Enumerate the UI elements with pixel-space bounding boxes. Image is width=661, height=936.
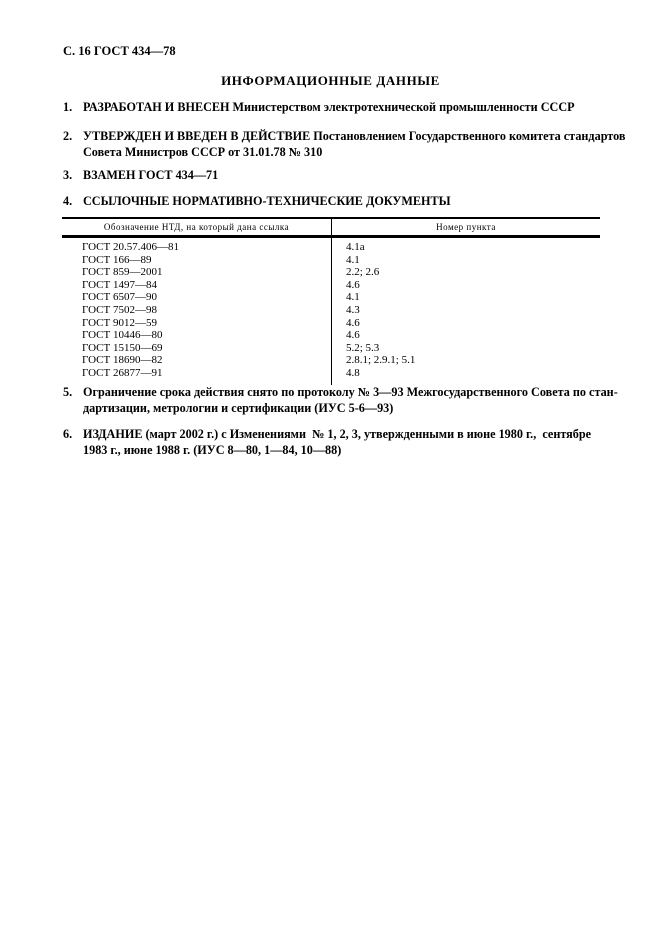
- table-cell: ГОСТ 10446—80: [82, 329, 163, 342]
- document-title: ИНФОРМАЦИОННЫЕ ДАННЫЕ: [221, 73, 440, 88]
- table-cell: ГОСТ 6507—90: [82, 291, 157, 304]
- references-table: [62, 217, 600, 385]
- item-text-line: ВЗАМЕН ГОСТ 434—71: [83, 168, 219, 182]
- page-header: С. 16 ГОСТ 434—78: [63, 44, 176, 58]
- table-body: [62, 238, 600, 385]
- item-text-line: ССЫЛОЧНЫЕ НОРМАТИВНО-ТЕХНИЧЕСКИЕ ДОКУМЕНТЫ: [83, 194, 451, 208]
- table-cell: 4.6: [346, 278, 360, 291]
- table-column-designation: [62, 238, 332, 385]
- list-item-approved: [63, 129, 626, 160]
- table-cell: ГОСТ 166—89: [82, 253, 152, 266]
- list-item-developed: [63, 100, 608, 116]
- item-number: 1.: [63, 100, 73, 114]
- table-cell: ГОСТ 26877—91: [82, 366, 163, 379]
- item-text-line: РАЗРАБОТАН И ВНЕСЕН Министерством электротехнической промышленности СССР: [83, 100, 575, 114]
- table-cell: 4.8: [346, 366, 360, 379]
- table-cell: 4.1: [346, 253, 360, 266]
- table-header-row: [62, 219, 600, 238]
- table-cell: ГОСТ 20.57.406—81: [82, 241, 179, 253]
- table-cell: 2.2; 2.6: [346, 266, 380, 279]
- table-header-clause-number: Номер пункта: [436, 222, 496, 232]
- item-text-line: УТВЕРЖДЕН И ВВЕДЕН В ДЕЙСТВИЕ Постановлением Государственного комитета стандартов: [83, 129, 626, 143]
- table-cell: 4.1а: [346, 241, 365, 253]
- item-number: 3.: [63, 168, 73, 182]
- table-cell: 4.6: [346, 316, 360, 329]
- item-number: 2.: [63, 129, 73, 143]
- table-cell: 4.6: [346, 329, 360, 342]
- item-number: 5.: [63, 385, 73, 399]
- item-text-line: дартизации, метрологии и сертификации (ИУС 5-6—93): [83, 400, 394, 415]
- table-column-clause-number: [332, 238, 600, 385]
- table-cell: ГОСТ 9012—59: [82, 316, 157, 329]
- table-cell: 2.8.1; 2.9.1; 5.1: [346, 354, 416, 367]
- table-cell: ГОСТ 859—2001: [82, 266, 163, 279]
- list-item-validity-limit: [63, 385, 618, 416]
- item-text-line: 1983 г., июне 1988 г. (ИУС 8—80, 1—84, 10—88): [83, 442, 342, 457]
- list-item-edition: [63, 427, 608, 458]
- table-cell: 4.3: [346, 303, 360, 316]
- item-number: 4.: [63, 194, 73, 208]
- item-number: 6.: [63, 427, 73, 441]
- item-text-line: Ограничение срока действия снято по протоколу № 3—93 Межгосударственного Совета по стан-: [83, 385, 618, 399]
- list-item-reference-documents: [63, 194, 608, 210]
- table-cell: ГОСТ 15150—69: [82, 341, 163, 354]
- table-cell: 5.2; 5.3: [346, 341, 380, 354]
- item-text-line: ИЗДАНИЕ (март 2002 г.) с Изменениями № 1, 2, 3, утвержденными в июне 1980 г., сентябре: [83, 427, 592, 441]
- item-text-line: Совета Министров СССР от 31.01.78 № 310: [83, 144, 323, 159]
- table-header-designation: Обозначение НТД, на который дана ссылка: [62, 219, 332, 235]
- table-cell: ГОСТ 7502—98: [82, 303, 157, 316]
- table-cell: ГОСТ 18690—82: [82, 354, 163, 367]
- table-cell: ГОСТ 1497—84: [82, 278, 157, 291]
- list-item-replaces: [63, 168, 608, 184]
- table-cell: 4.1: [346, 291, 360, 304]
